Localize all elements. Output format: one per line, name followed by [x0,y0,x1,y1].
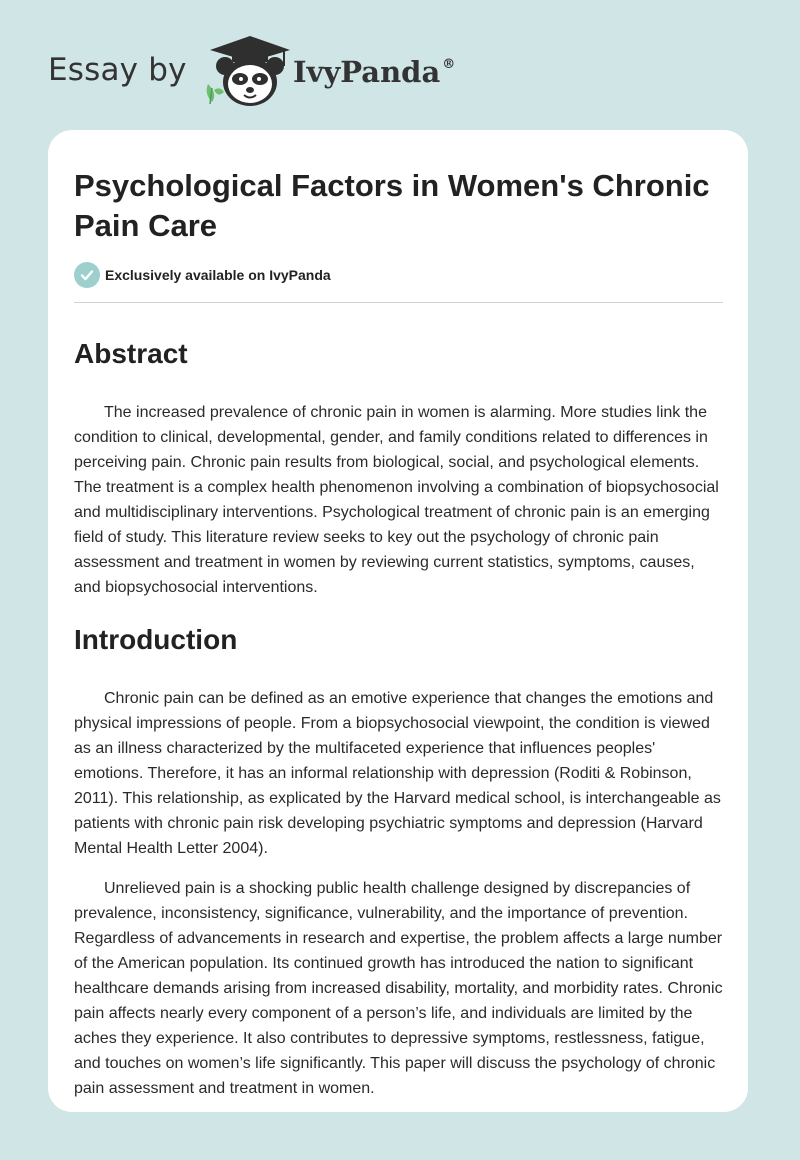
abstract-paragraph: The increased prevalence of chronic pain in women is alarming. More studies link the condition to clinical, developmental, gender, and family conditions related to differences in perceiving pain. Chronic pain results from biological, social, and psychological elements. The treatment is a complex health phenomenon involving a combination of biopsychosocial and multidisciplinary interventions. Psychological treatment of chronic pain is an emerging field of study. This literature review seeks to key out the psychology of chronic pain assessment and treatment in women by reviewing current statistics, symptoms, causes, and biopsychosocial interventions. [74,404,719,596]
essay-by-label: Essay by [48,52,187,88]
essay-card [48,130,748,1112]
checkmark-icon [74,262,100,288]
section-heading-abstract: Abstract [74,338,188,369]
badge-label: Exclusively available on IvyPanda [105,267,331,283]
divider [74,302,723,303]
registered-mark: ® [442,57,456,72]
site-header [0,0,800,130]
essay-title: Psychological Factors in Women's Chronic Pain Care [74,168,710,243]
panda-logo-icon [200,32,300,112]
section-heading-introduction: Introduction [74,624,238,655]
introduction-paragraph-1: Chronic pain can be defined as an emotive experience that changes the emotions and physical impressions of people. From a biopsychosocial viewpoint, the condition is viewed as an illness characterized by the multifaceted experience that influences peoples' emotions. Therefore, it has an informal relationship with depression (Roditi & Robinson, 2011). This relationship, as explicated by the Harvard medical school, is interchangeable as patients with chronic pain risk developing psychiatric symptoms and depression (Harvard Mental Health Letter 2004). [74,690,721,857]
brand-name: IvyPanda ® [293,55,456,89]
essay-body [74,320,724,1101]
exclusive-badge [74,262,331,288]
introduction-paragraph-2: Unrelieved pain is a shocking public health challenge designed by discrepancies of prevalence, inconsistency, significance, vulnerability, and the importance of prevention. Regardless of advancements in research and expertise, the problem affects a large number of the American population. Its continued growth has introduced the nation to significant healthcare demands arising from increased disability, mortality, and morbidity rates. Chronic pain affects nearly every component of a person’s life, and individuals are limited by the aches they experience. It also contributes to depressive symptoms, restlessness, fatigue, and touches on women’s life significantly. This paper will discuss the psychology of chronic pain assessment and treatment in women. [74,880,723,1097]
